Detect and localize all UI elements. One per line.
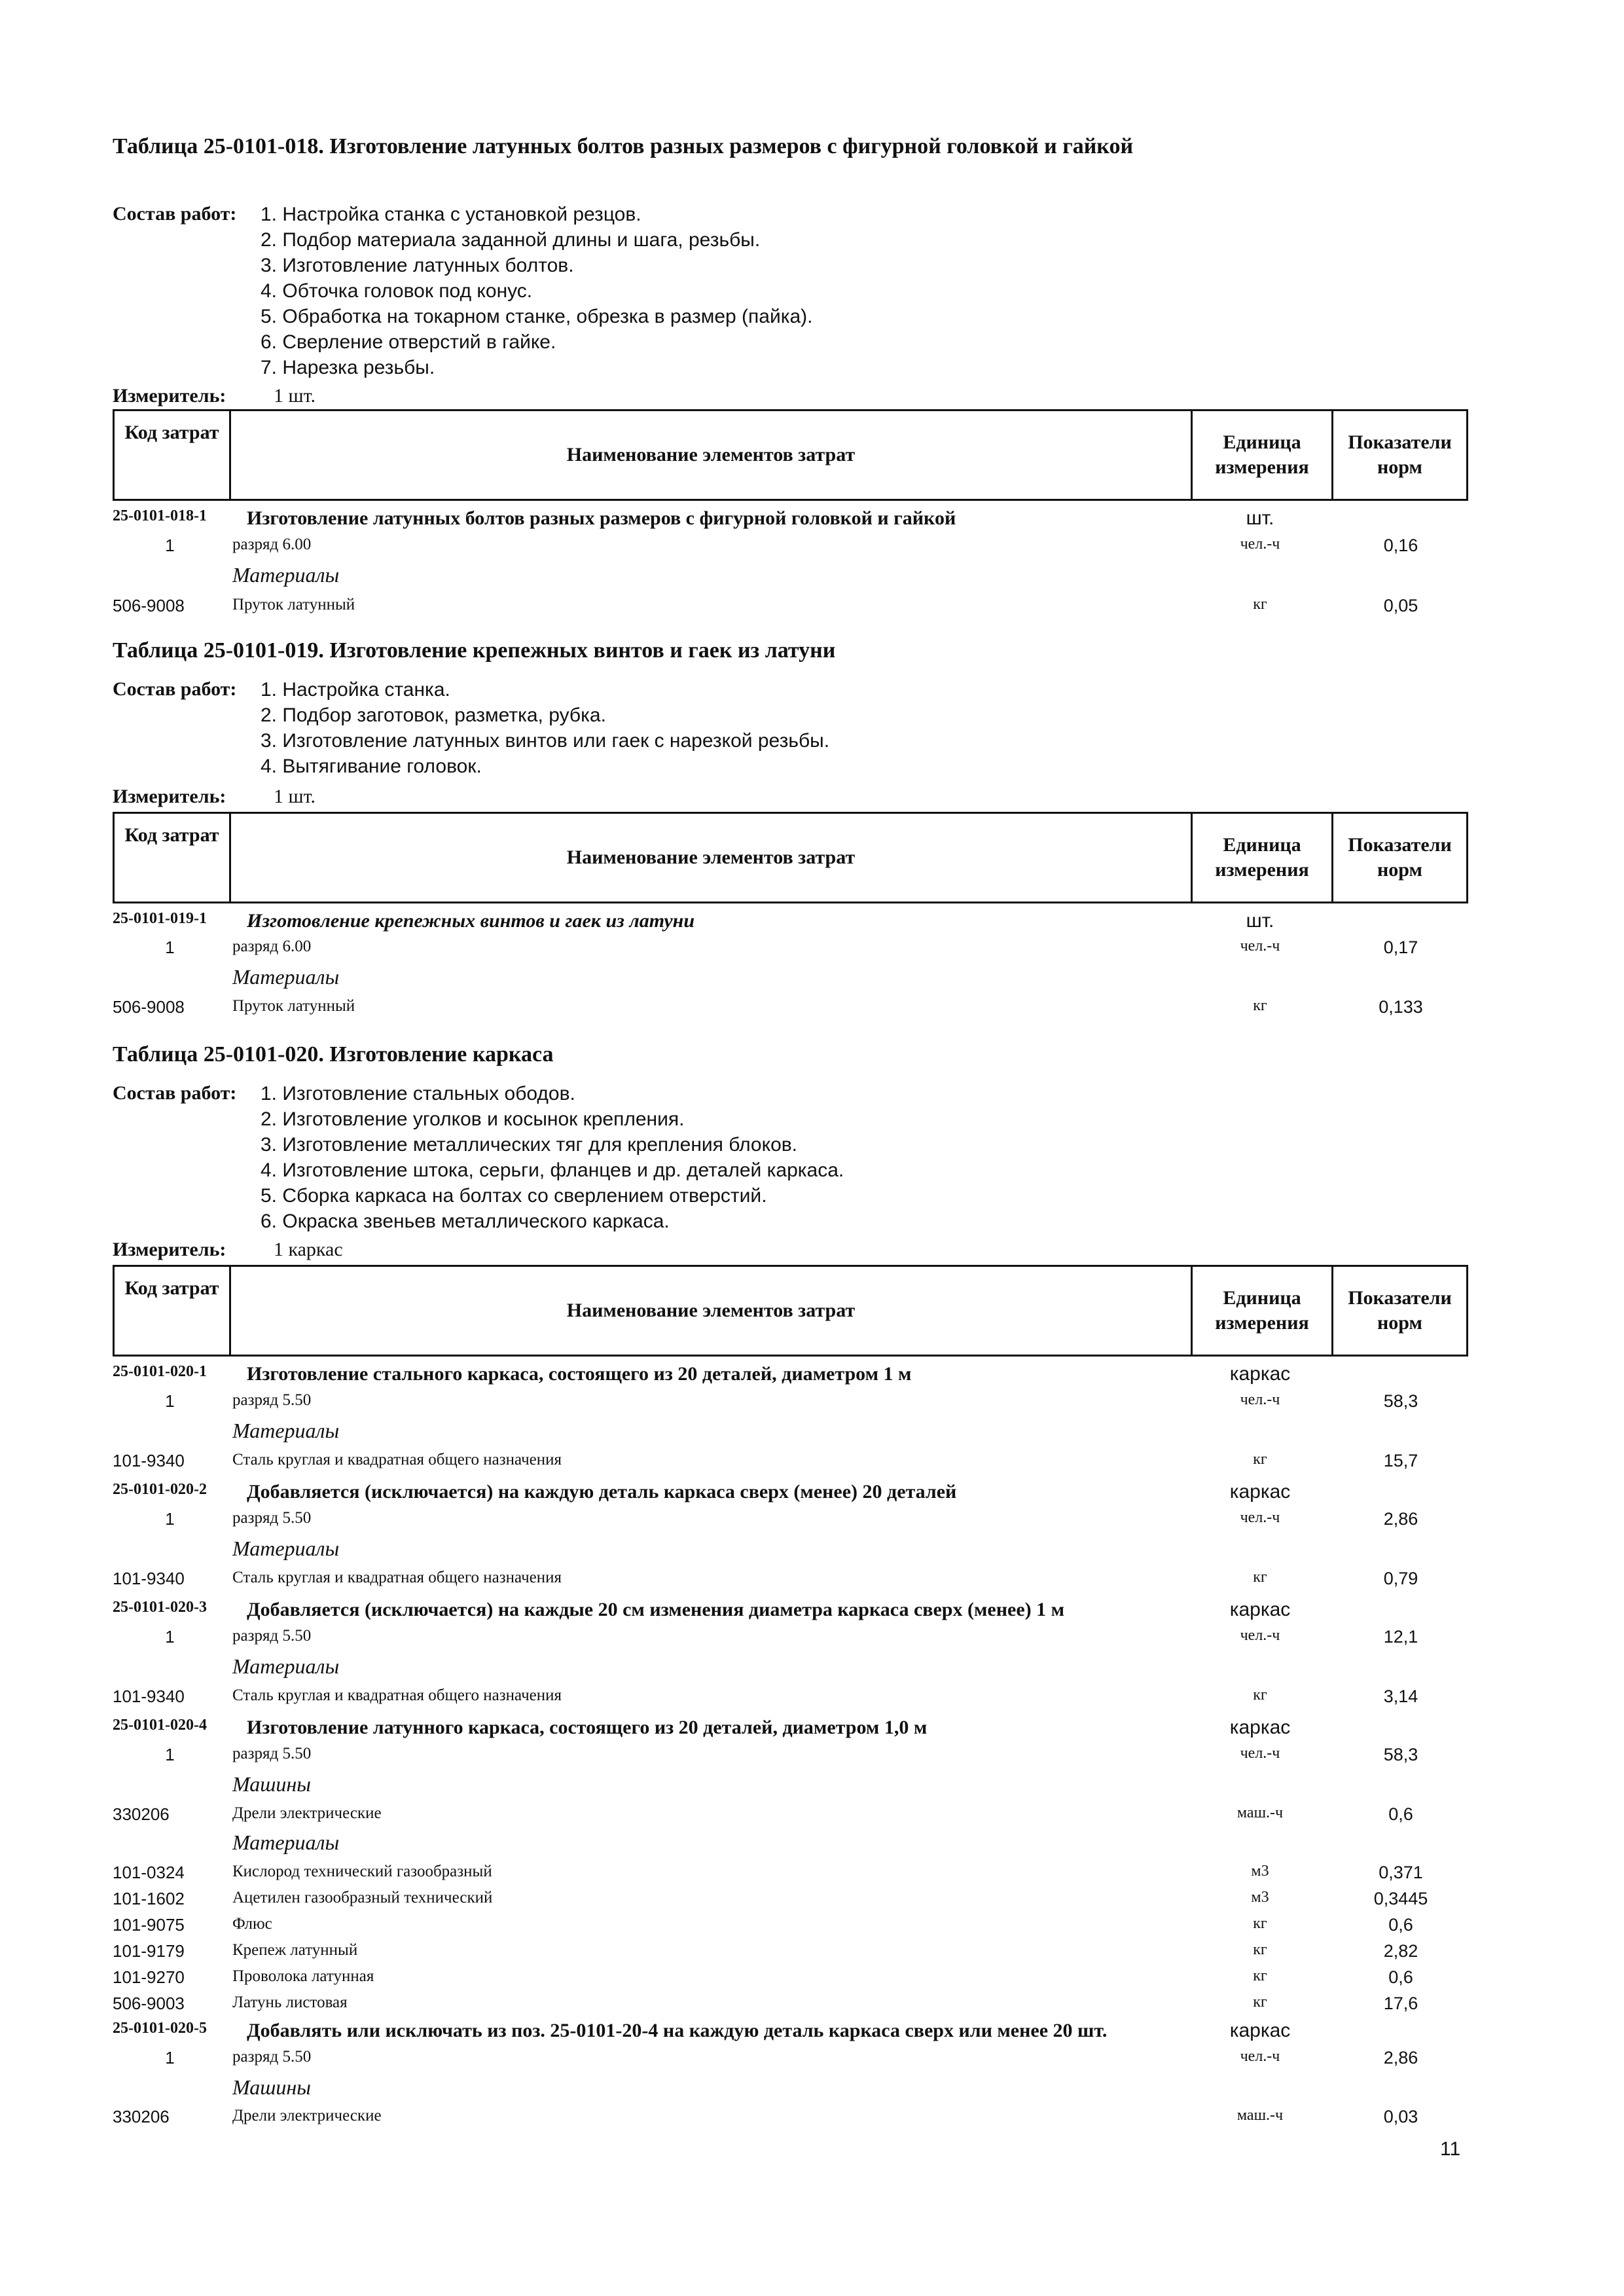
work-item: 2. Изготовление уголков и косынок крепления. [261,1108,685,1130]
table-header-018 [113,409,1468,501]
table-header-020 [113,1265,1468,1357]
table-header-019 [113,812,1468,903]
measure-value-019: 1 шт. [274,786,316,807]
table-row: 1 разряд 5.50 чел.-ч 2,86 [165,1509,1418,1529]
table-row: 101-9075 Флюс кг 0,6 [113,1915,1413,1935]
header-code: Код затрат [115,411,231,499]
table-row: 101-0324 Кислород технический газообразный м3 0,371 [113,1863,1423,1882]
work-item: 2. Подбор заготовок, разметка, рубка. [261,704,606,726]
measure-value-018: 1 шт. [274,385,316,407]
measure-label-018: Измеритель: [113,385,226,407]
work-item: 6. Сверление отверстий в гайке. [261,331,556,353]
table-row: 330206 Дрели электрические маш.-ч 0,03 [113,2107,1418,2126]
work-item: 3. Изготовление металлических тяг для крепления блоков. [261,1134,798,1156]
table-row: 25-0101-019-1 Изготовление крепежных винтов и гаек из латуни шт. [113,910,1274,932]
works-list-018 [261,202,813,380]
page-number: 11 [1440,2138,1461,2160]
table-row: 101-9270 Проволока латунная кг 0,6 [113,1967,1413,1987]
header-norm: Показатели норм [1348,834,1452,881]
table-row: 101-9340 Сталь круглая и квадратная общего назначения кг 15,7 [113,1451,1418,1470]
header-name: Наименование элементов затрат [231,411,1193,499]
table-row: 25-0101-018-1 Изготовление латунных болтов разных размеров с фигурной головкой и гайкой шт. [113,507,1274,529]
works-list-020 [261,1081,844,1234]
table-row: Материалы [232,1419,340,1442]
table-row: 330206 Дрели электрические маш.-ч 0,6 [113,1804,1413,1824]
table-row: 101-9340 Сталь круглая и квадратная общего назначения кг 3,14 [113,1686,1418,1706]
work-item: 3. Изготовление латунных болтов. [261,255,574,276]
work-item: 5. Обработка на токарном станке, обрезка в размер (пайка). [261,306,813,327]
header-unit: Единица измерения [1193,1267,1333,1355]
header-name: Наименование элементов затрат [231,1267,1193,1355]
table-row: 25-0101-020-1 Изготовление стального каркаса, состоящего из 20 деталей, диаметром 1 м каркас [113,1363,1291,1385]
header-norm: Показатели норм [1348,1287,1452,1334]
table-row: Машины [232,1772,311,1796]
table-row: 506-9003 Латунь листовая кг 17,6 [113,1994,1418,2013]
table-row: 1 разряд 6.00 чел.-ч 0,16 [165,536,1418,555]
header-code: Код затрат [115,814,231,902]
header-norm: Показатели норм [1348,431,1452,478]
work-item: 2. Подбор материала заданной длины и шага, резьбы. [261,229,761,251]
measure-label-020: Измеритель: [113,1239,226,1260]
work-item: 1. Изготовление стальных ободов. [261,1083,575,1104]
table-row: Машины [232,2075,311,2099]
work-item: 6. Окраска звеньев металлического каркаса. [261,1211,670,1232]
composition-label-018: Состав работ: [113,203,237,225]
table-row: 506-9008 Пруток латунный кг 0,133 [113,997,1423,1017]
table-row: Материалы [232,563,340,587]
table-row: 101-9179 Крепеж латунный кг 2,82 [113,1941,1418,1961]
composition-label-019: Состав работ: [113,678,237,700]
header-unit: Единица измерения [1193,411,1333,499]
table-018-title: Таблица 25-0101-018. Изготовление латунных болтов разных размеров с фигурной головкой и гайкой [113,134,1134,158]
work-item: 5. Сборка каркаса на болтах со сверлением отверстий. [261,1185,767,1207]
work-item: 4. Обточка головок под конус. [261,280,533,302]
measure-label-019: Измеритель: [113,786,226,807]
work-item: 4. Вытягивание головок. [261,756,482,777]
table-row: 1 разряд 6.00 чел.-ч 0,17 [165,938,1418,957]
table-row: Материалы [232,1537,340,1560]
work-item: 7. Нарезка резьбы. [261,357,435,378]
work-item: 3. Изготовление латунных винтов или гаек с нарезкой резьбы. [261,730,830,752]
table-020-title: Таблица 25-0101-020. Изготовление каркаса [113,1042,554,1066]
header-name: Наименование элементов затрат [231,814,1193,902]
work-item: 1. Настройка станка. [261,679,450,701]
table-row: 101-1602 Ацетилен газообразный технический м3 0,3445 [113,1889,1428,1908]
table-row: Материалы [232,1654,340,1678]
table-row: 25-0101-020-2 Добавляется (исключается) на каждую деталь каркаса сверх (менее) 20 деталей каркас [113,1481,1291,1503]
table-row: 1 разряд 5.50 чел.-ч 58,3 [165,1745,1418,1764]
table-row: 1 разряд 5.50 чел.-ч 58,3 [165,1391,1418,1411]
header-code: Код затрат [115,1267,231,1355]
header-unit: Единица измерения [1193,814,1333,902]
table-row: Материалы [232,1831,340,1854]
composition-label-020: Состав работ: [113,1082,237,1104]
works-list-019 [261,677,829,779]
table-row: 25-0101-020-5 Добавлять или исключать из поз. 25-0101-20-4 на каждую деталь каркаса сверх или менее 20 шт. каркас [113,2020,1291,2041]
measure-value-020: 1 каркас [274,1239,343,1260]
table-row: 1 разряд 5.50 чел.-ч 12,1 [165,1627,1418,1647]
table-row: Материалы [232,965,340,989]
table-row: 101-9340 Сталь круглая и квадратная общего назначения кг 0,79 [113,1569,1418,1588]
work-item: 4. Изготовление штока, серьги, фланцев и др. деталей каркаса. [261,1159,844,1181]
work-item: 1. Настройка станка с установкой резцов. [261,204,641,225]
table-019-title: Таблица 25-0101-019. Изготовление крепежных винтов и гаек из латуни [113,638,836,663]
table-row: 25-0101-020-4 Изготовление латунного каркаса, состоящего из 20 деталей, диаметром 1,0 м каркас [113,1717,1291,1738]
table-row: 506-9008 Пруток латунный кг 0,05 [113,596,1418,615]
table-row: 25-0101-020-3 Добавляется (исключается) на каждые 20 см изменения диаметра каркаса сверх (менее) 1 м каркас [113,1599,1291,1620]
table-row: 1 разряд 5.50 чел.-ч 2,86 [165,2048,1418,2068]
